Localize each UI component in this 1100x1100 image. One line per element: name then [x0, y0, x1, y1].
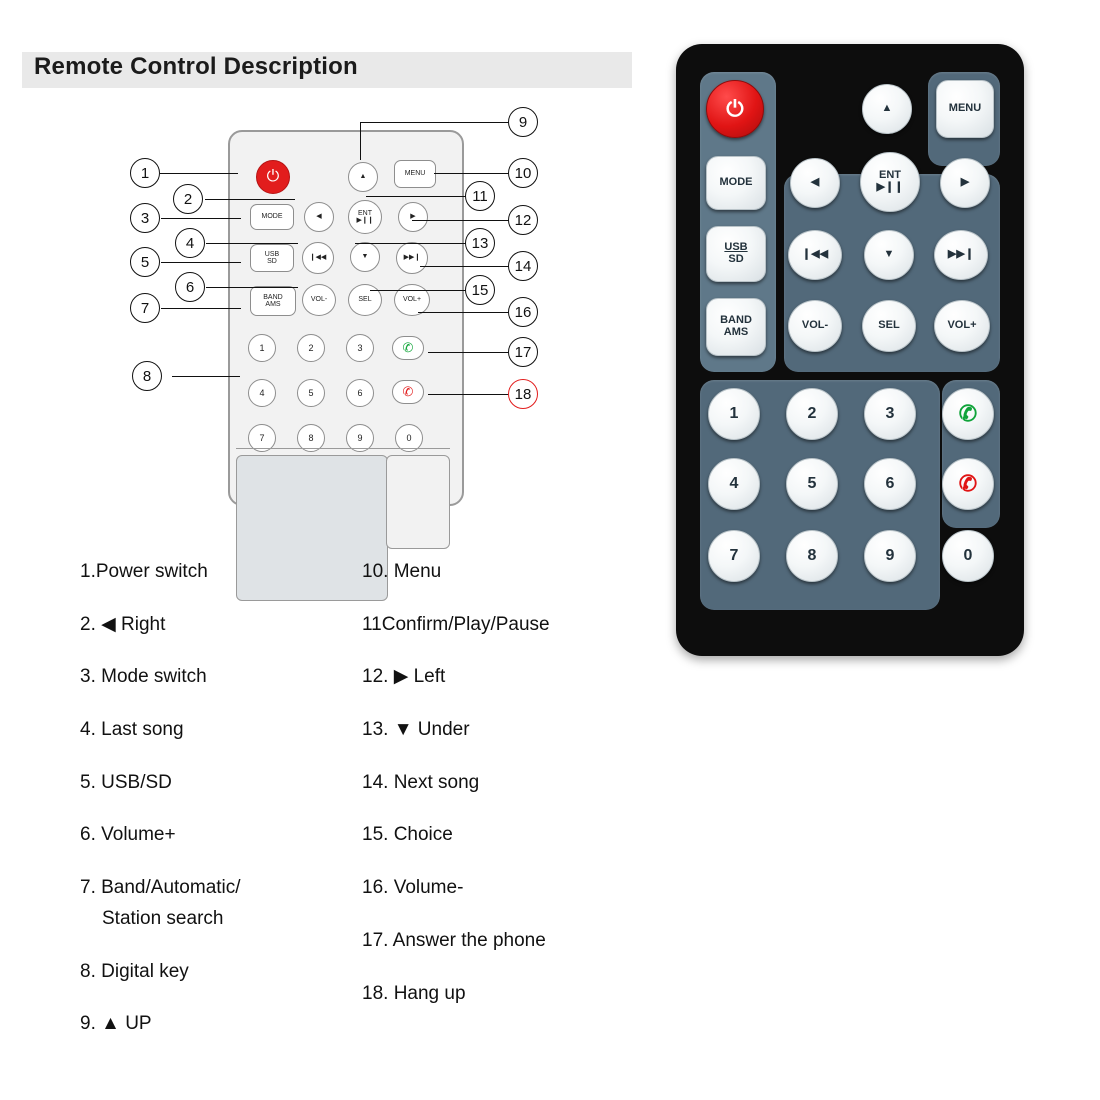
callout-2 — [173, 184, 203, 214]
schematic-key-7-label: 7 — [259, 433, 265, 443]
photo-band-ams-button[interactable] — [706, 298, 766, 356]
schematic-right-button[interactable] — [398, 202, 428, 232]
next-track-icon: ▶▶❙ — [403, 254, 421, 262]
down-arrow-icon: ▼ — [883, 248, 895, 261]
schematic-power-button[interactable] — [256, 160, 290, 194]
schematic-usb-sd-button[interactable] — [250, 244, 294, 272]
schematic-up-button[interactable] — [348, 162, 378, 192]
legend-item-10: 10. Menu — [362, 561, 442, 582]
callout-8 — [132, 361, 162, 391]
photo-volume-down-button[interactable] — [788, 300, 842, 352]
schematic-sel-button[interactable] — [348, 284, 382, 316]
callout-4 — [175, 228, 205, 258]
callout-5 — [130, 247, 160, 277]
photo-down-button[interactable] — [864, 230, 914, 280]
callout-8-label: 8 — [142, 367, 152, 385]
callout-11 — [465, 181, 495, 211]
photo-key-1-label: 1 — [729, 404, 739, 422]
photo-key-4-label: 4 — [729, 474, 739, 492]
schematic-call-key-group — [386, 455, 450, 549]
schematic-sel-label: SEL — [358, 296, 372, 304]
remote-photo — [676, 44, 1024, 656]
photo-up-button[interactable] — [862, 84, 912, 134]
callout-12-label: 12 — [514, 211, 532, 229]
photo-key-9[interactable] — [864, 530, 916, 582]
answer-call-icon: ✆ — [402, 340, 414, 355]
leader-17 — [428, 352, 520, 353]
schematic-divider — [236, 448, 450, 449]
down-arrow-icon: ▼ — [361, 253, 369, 261]
next-track-icon: ▶▶❙ — [947, 248, 975, 261]
legend-item-5: 5. USB/SD — [80, 771, 172, 793]
schematic-key-5[interactable] — [297, 379, 325, 407]
schematic-band-ams-button[interactable] — [250, 286, 296, 316]
callout-2-label: 2 — [183, 190, 193, 208]
leader-13 — [355, 243, 475, 244]
schematic-key-4-label: 4 — [259, 388, 265, 398]
schematic-down-button[interactable] — [350, 242, 380, 272]
photo-key-6-label: 6 — [885, 474, 895, 492]
leader-6 — [206, 287, 298, 288]
schematic-key-6[interactable] — [346, 379, 374, 407]
schematic-left-button[interactable] — [304, 202, 334, 232]
photo-ent-label: ENT — [879, 169, 901, 182]
photo-key-7-label: 7 — [729, 546, 739, 564]
legend-item-14: 14. Next song — [362, 771, 480, 793]
photo-key-4[interactable] — [708, 458, 760, 510]
callout-16-label: 16 — [514, 303, 532, 321]
photo-sd-label: SD — [728, 253, 744, 265]
leader-15 — [370, 290, 476, 291]
photo-key-3-label: 3 — [885, 404, 895, 422]
schematic-volplus-label: VOL+ — [402, 296, 422, 304]
legend-item-11: 11Confirm/Play/Pause — [362, 613, 550, 635]
photo-key-0[interactable] — [942, 530, 994, 582]
schematic-key-2[interactable] — [297, 334, 325, 362]
photo-key-5-label: 5 — [807, 474, 817, 492]
legend-item-18: 18. Hang up — [362, 982, 466, 1004]
callout-10-label: 10 — [514, 164, 532, 182]
photo-ent-play-pause-button[interactable] — [860, 152, 920, 212]
up-arrow-icon: ▲ — [881, 102, 893, 115]
photo-key-0-label: 0 — [963, 546, 973, 564]
callout-9-label: 9 — [518, 113, 528, 131]
leader-7 — [161, 308, 241, 309]
schematic-key-6-label: 6 — [357, 388, 363, 398]
photo-power-button[interactable] — [706, 80, 764, 138]
legend-item-17: 17. Answer the phone — [362, 929, 546, 951]
callout-5-label: 5 — [140, 253, 150, 271]
callout-15-label: 15 — [471, 281, 489, 299]
schematic-hang-up-button[interactable] — [392, 380, 424, 404]
callout-6 — [175, 272, 205, 302]
callout-10 — [508, 158, 538, 188]
photo-menu-button[interactable] — [936, 80, 994, 138]
photo-key-8-label: 8 — [807, 546, 817, 564]
photo-key-3[interactable] — [864, 388, 916, 440]
schematic-key-3-label: 3 — [357, 343, 363, 353]
callout-3-label: 3 — [140, 209, 150, 227]
up-arrow-icon: ▲ — [359, 173, 367, 181]
callout-7 — [130, 293, 160, 323]
legend-item-9: 9. ▲ UP — [80, 1013, 152, 1035]
photo-answer-call-button[interactable] — [942, 388, 994, 440]
photo-key-6[interactable] — [864, 458, 916, 510]
left-arrow-icon: ◀ — [810, 176, 820, 189]
schematic-sd-label: SD — [267, 258, 277, 265]
legend-item-3: 3. Mode switch — [80, 666, 207, 688]
remote-photo-face — [676, 44, 1024, 656]
schematic-prev-button[interactable] — [302, 242, 334, 274]
legend-item-7: 7. Band/Automatic/ — [80, 877, 241, 899]
photo-mode-button[interactable] — [706, 156, 766, 210]
left-arrow-icon: ◀ — [316, 213, 322, 221]
leader-2 — [205, 199, 295, 200]
callout-14-label: 14 — [514, 257, 532, 275]
photo-next-button[interactable] — [934, 230, 988, 280]
callout-16 — [508, 297, 538, 327]
schematic-key-8-label: 8 — [308, 433, 314, 443]
leader-11 — [366, 196, 476, 197]
callout-9 — [508, 107, 538, 137]
legend-item-4: 4. Last song — [80, 719, 184, 741]
callout-6-label: 6 — [185, 278, 195, 296]
photo-key-8[interactable] — [786, 530, 838, 582]
callout-18 — [508, 379, 538, 409]
callout-3 — [130, 203, 160, 233]
callout-7-label: 7 — [140, 299, 150, 317]
schematic-mode-label: MODE — [261, 213, 283, 221]
answer-call-icon: ✆ — [958, 401, 978, 427]
page-title: Remote Control Description — [34, 53, 358, 80]
schematic-key-9-label: 9 — [357, 433, 363, 443]
leader-16 — [418, 312, 520, 313]
legend-item-15: 15. Choice — [362, 824, 453, 846]
photo-prev-button[interactable] — [788, 230, 842, 280]
legend-item-6: 6. Volume+ — [80, 824, 176, 846]
schematic-key-3[interactable] — [346, 334, 374, 362]
schematic-key-2-label: 2 — [308, 343, 314, 353]
schematic-usb-label: USB — [264, 250, 280, 258]
callout-1 — [130, 158, 160, 188]
leader-18 — [428, 394, 510, 395]
schematic-answer-call-button[interactable] — [392, 336, 424, 360]
schematic-ams-label: AMS — [265, 301, 281, 308]
photo-menu-label: MENU — [948, 102, 982, 115]
photo-sel-label: SEL — [878, 319, 900, 332]
schematic-menu-label: MENU — [404, 170, 426, 178]
photo-volplus-label: VOL+ — [947, 319, 977, 332]
schematic-band-label: BAND — [263, 293, 283, 301]
leader-5 — [161, 262, 241, 263]
schematic-next-button[interactable] — [396, 242, 428, 274]
callout-18-label: 18 — [514, 385, 532, 403]
callout-15 — [465, 275, 495, 305]
schematic-key-4[interactable] — [248, 379, 276, 407]
leader-9-vert — [360, 122, 361, 160]
photo-key-1[interactable] — [708, 388, 760, 440]
photo-band-label: BAND — [720, 314, 752, 327]
leader-12 — [412, 220, 520, 221]
photo-key-5[interactable] — [786, 458, 838, 510]
callout-1-label: 1 — [140, 164, 150, 182]
leader-1 — [160, 173, 238, 174]
legend-item-7-cont: Station search — [102, 907, 224, 929]
legend-item-13: 13. ▼ Under — [362, 719, 470, 741]
photo-left-button[interactable] — [790, 158, 840, 208]
leader-4 — [206, 243, 298, 244]
previous-track-icon: ❙◀◀ — [309, 254, 327, 262]
photo-mode-label: MODE — [719, 176, 753, 189]
schematic-ent-play-pause-button[interactable] — [348, 200, 382, 234]
leader-3 — [161, 218, 241, 219]
previous-track-icon: ❙◀◀ — [801, 248, 829, 261]
schematic-ent-label: ENT — [358, 209, 372, 217]
schematic-volume-down-button[interactable] — [302, 284, 336, 316]
legend-item-1: 1.Power switch — [80, 561, 208, 582]
schematic-key-1[interactable] — [248, 334, 276, 362]
callout-13 — [465, 228, 495, 258]
legend-item-2: 2. ◀ Right — [80, 613, 166, 635]
photo-key-2-label: 2 — [807, 404, 817, 422]
callout-17-label: 17 — [514, 343, 532, 361]
leader-9 — [360, 122, 520, 123]
leader-14 — [420, 266, 520, 267]
photo-hang-up-button[interactable] — [942, 458, 994, 510]
callout-4-label: 4 — [185, 234, 195, 252]
legend-item-16: 16. Volume- — [362, 877, 464, 899]
photo-usb-label: USB — [724, 241, 748, 254]
schematic-menu-button[interactable] — [394, 160, 436, 188]
schematic-volminus-label: VOL- — [310, 296, 328, 304]
play-pause-icon: ▶❙❙ — [876, 181, 904, 193]
legend-item-8: 8. Digital key — [80, 960, 189, 982]
callout-13-label: 13 — [471, 234, 489, 252]
schematic-key-1-label: 1 — [259, 343, 265, 353]
power-icon: ⏻ — [726, 96, 744, 122]
legend-item-12: 12. ▶ Left — [362, 666, 446, 688]
power-icon: ⏻ — [266, 168, 280, 185]
callout-11-label: 11 — [472, 187, 488, 205]
hang-up-icon: ✆ — [402, 384, 414, 399]
callout-12 — [508, 205, 538, 235]
legend-column-left — [80, 560, 370, 1065]
legend-column-right — [362, 560, 662, 1034]
leader-8 — [172, 376, 240, 377]
right-arrow-icon: ▶ — [410, 213, 416, 221]
callout-17 — [508, 337, 538, 367]
schematic-key-5-label: 5 — [308, 388, 314, 398]
play-pause-icon: ▶❙❙ — [356, 217, 374, 224]
photo-usb-sd-button[interactable] — [706, 226, 766, 282]
photo-volume-up-button[interactable] — [934, 300, 990, 352]
right-arrow-icon: ▶ — [960, 176, 970, 189]
callout-14 — [508, 251, 538, 281]
photo-ams-label: AMS — [723, 326, 749, 338]
photo-right-button[interactable] — [940, 158, 990, 208]
photo-key-2[interactable] — [786, 388, 838, 440]
schematic-mode-button[interactable] — [250, 204, 294, 230]
photo-volminus-label: VOL- — [801, 319, 829, 332]
photo-sel-button[interactable] — [862, 300, 916, 352]
photo-key-7[interactable] — [708, 530, 760, 582]
photo-key-9-label: 9 — [885, 546, 895, 564]
hang-up-icon: ✆ — [958, 471, 978, 497]
schematic-key-0-label: 0 — [406, 433, 412, 443]
